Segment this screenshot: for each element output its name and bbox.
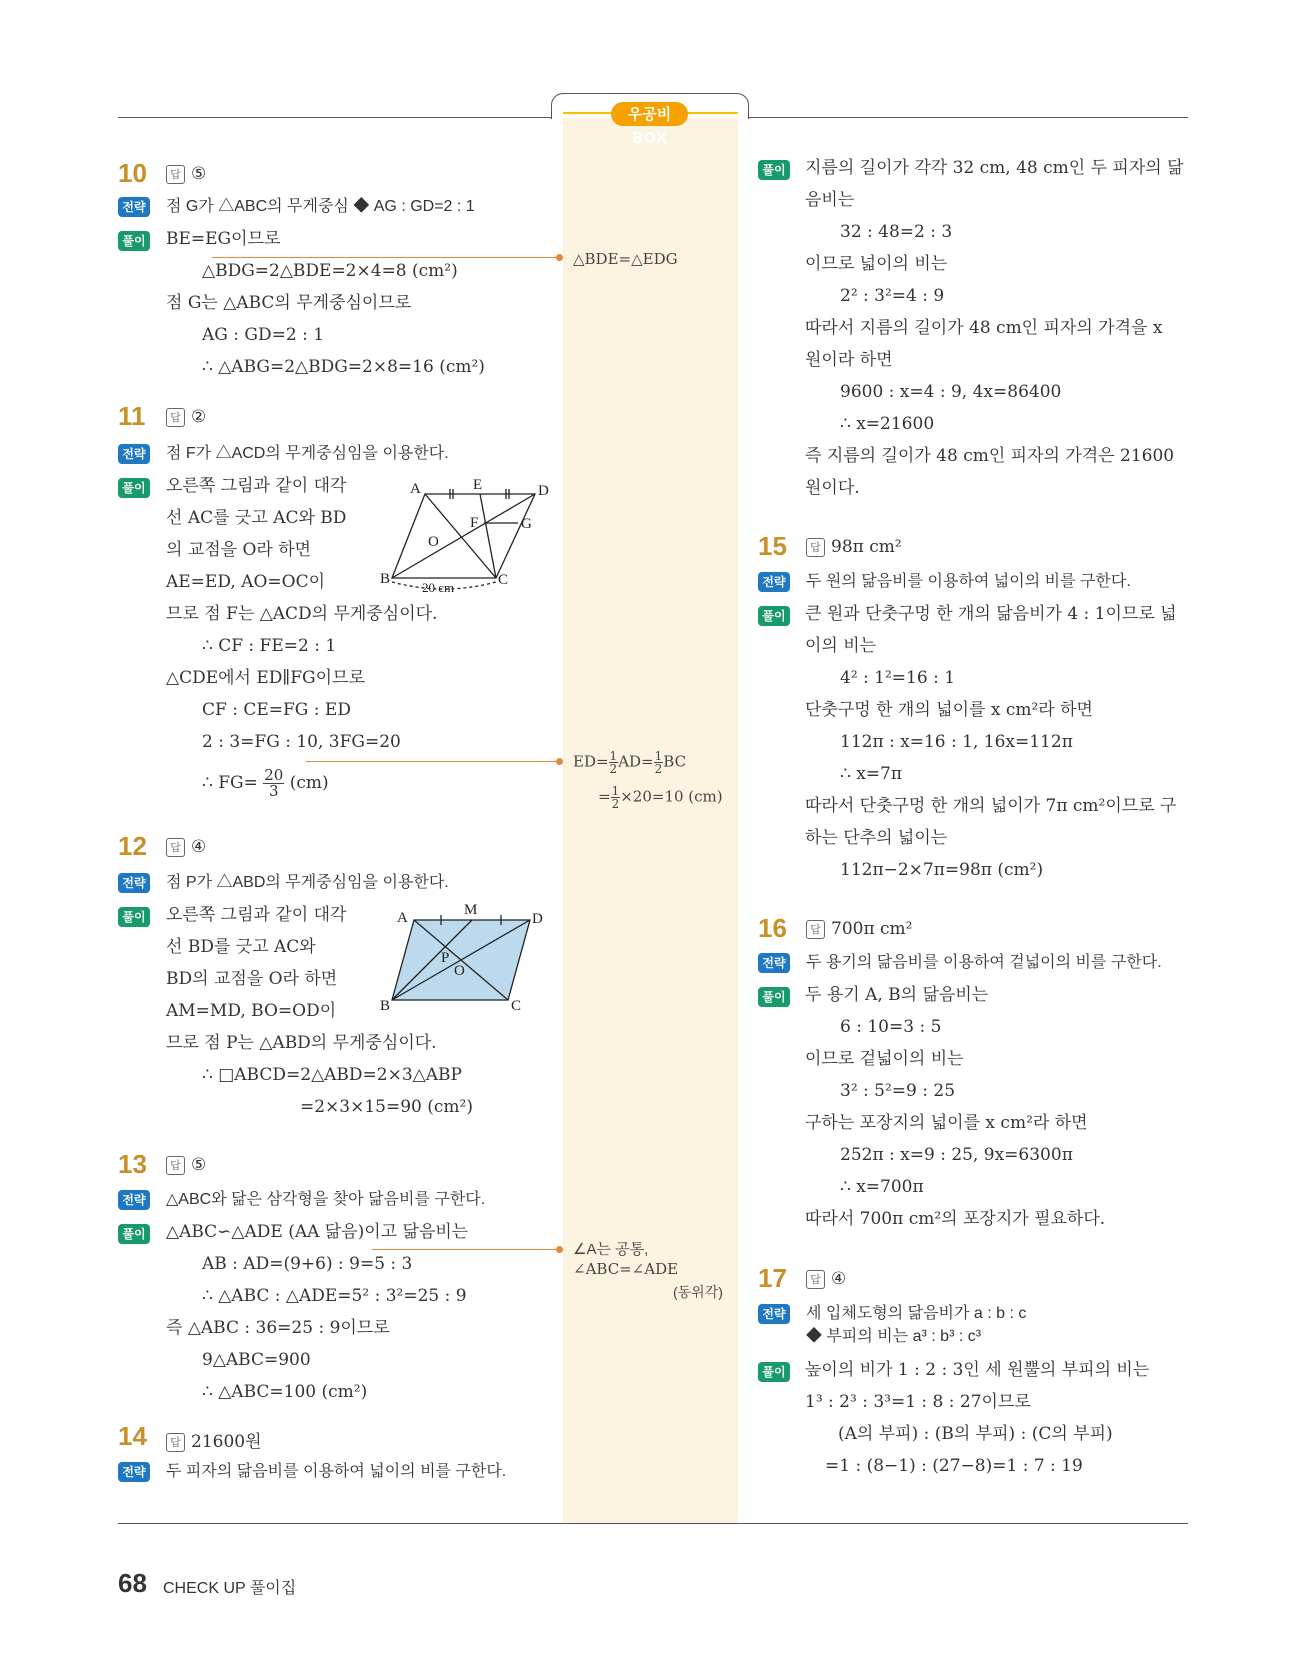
footer-rule — [118, 1523, 1188, 1524]
fraction-numerator: 1 — [654, 749, 663, 763]
side-note-part: ×20=10 (cm) — [620, 787, 723, 806]
solution-line: 구하는 포장지의 넓이를 x cm²라 하면 — [805, 1113, 1088, 1133]
solution-line: AM=MD, BO=OD이 — [166, 1001, 337, 1021]
solution-line: 이의 비는 — [805, 636, 877, 656]
solution-line: 선 BD를 긋고 AC와 — [166, 937, 316, 957]
connector-dot — [556, 254, 563, 261]
label-p: P — [441, 950, 450, 966]
solution-line: AB : AD=(9+6) : 9=5 : 3 — [202, 1254, 413, 1274]
strategy-text: 점 G가 △ABC의 무게중심 ◆ AG : GD=2 : 1 — [166, 198, 475, 215]
answer-icon: 답 — [166, 1156, 185, 1175]
answer — [166, 837, 206, 857]
solution-badge: 풀이 — [118, 231, 150, 251]
segment-ce — [480, 494, 496, 578]
label-f: F — [470, 515, 479, 531]
answer — [806, 1269, 846, 1289]
solution-line: 므로 점 P는 △ABD의 무게중심이다. — [166, 1033, 437, 1053]
strategy-text: 두 피자의 닮음비를 이용하여 넓이의 비를 구한다. — [166, 1463, 507, 1480]
strategy-text: 점 P가 △ABD의 무게중심임을 이용한다. — [166, 874, 449, 891]
answer — [166, 1155, 206, 1175]
solution-line: 3² : 5²=9 : 25 — [840, 1081, 956, 1101]
question-number: 14 — [118, 1421, 147, 1451]
fraction-lead: ∴ FG= — [202, 773, 258, 793]
side-note — [573, 750, 686, 775]
header-rule-right — [747, 117, 1188, 118]
solution-line: 이므로 넓이의 비는 — [805, 254, 948, 274]
box-logo: 우공비 BOX — [611, 102, 688, 126]
solution-line: ∴ x=700π — [840, 1177, 924, 1197]
side-note-part: ED= — [573, 752, 609, 771]
solution-line — [202, 768, 329, 799]
parallelogram-figure-11 — [380, 478, 550, 603]
answer — [806, 919, 912, 939]
label-e: E — [473, 478, 483, 493]
solution-line: 즉 지름의 길이가 48 cm인 피자의 가격은 21600 — [805, 446, 1175, 466]
strategy-badge: 전략 — [118, 1190, 150, 1210]
solution-badge: 풀이 — [758, 1362, 790, 1382]
solution-line: ∴ △ABG=2△BDG=2×8=16 (cm²) — [202, 357, 485, 377]
solution-line: AG : GD=2 : 1 — [202, 325, 325, 345]
solution-line: (A의 부피) : (B의 부피) : (C의 부피) — [838, 1424, 1113, 1444]
question-number: 17 — [758, 1263, 787, 1293]
solution-line: 112π−2×7π=98π (cm²) — [840, 860, 1044, 880]
fraction-denominator: 2 — [611, 797, 620, 811]
answer — [166, 1427, 262, 1452]
strategy-text: 점 F가 △ACD의 무게중심임을 이용한다. — [166, 445, 449, 462]
solution-line: ∴ CF : FE=2 : 1 — [202, 636, 337, 656]
diagonal-bd — [392, 494, 535, 578]
fraction-denominator: 2 — [609, 762, 618, 776]
solution-line: 32 : 48=2 : 3 — [840, 222, 953, 242]
solution-line: 따라서 700π cm²의 포장지가 필요하다. — [805, 1209, 1106, 1229]
solution-line: ∴ □ABCD=2△ABD=2×3△ABP — [202, 1065, 462, 1085]
strategy-badge: 전략 — [118, 873, 150, 893]
label-o: O — [454, 963, 465, 979]
answer-value: ④ — [191, 837, 207, 857]
side-note-connector — [212, 257, 563, 258]
solution-line: 점 G는 △ABC의 무게중심이므로 — [166, 293, 412, 313]
question-number: 12 — [118, 831, 147, 861]
label-g: G — [521, 516, 532, 532]
strategy-text: 두 용기의 닮음비를 이용하여 겉넓이의 비를 구한다. — [806, 954, 1162, 971]
answer-value: 98π cm² — [831, 537, 902, 557]
answer-value: ⑤ — [191, 164, 207, 184]
solution-line: 112π : x=16 : 1, 16x=112π — [840, 732, 1073, 752]
strategy-badge: 전략 — [118, 197, 150, 217]
solution-line: ∴ x=7π — [840, 764, 903, 784]
side-note: (동위각) — [673, 1284, 723, 1300]
label-d: D — [538, 483, 549, 499]
solution-line: =1 : (8−1) : (27−8)=1 : 7 : 19 — [825, 1456, 1083, 1476]
fraction-unit: (cm) — [289, 773, 329, 793]
question-number: 13 — [118, 1149, 147, 1179]
side-column — [563, 118, 738, 1523]
strategy-text: 세 입체도형의 닮음비가 a : b : c — [806, 1305, 1027, 1322]
answer-icon: 답 — [166, 408, 185, 427]
solution-line: 6 : 10=3 : 5 — [840, 1017, 942, 1037]
side-note — [598, 785, 723, 810]
label-a: A — [410, 481, 421, 497]
solution-line: △BDG=2△BDE=2×4=8 (cm²) — [202, 261, 458, 281]
solution-line: 1³ : 2³ : 3³=1 : 8 : 27이므로 — [805, 1392, 1031, 1412]
label-b: B — [380, 571, 391, 587]
answer-value: 21600원 — [191, 1432, 262, 1452]
label-b: B — [380, 998, 391, 1014]
side-note: ∠ABC=∠ADE — [573, 1260, 679, 1278]
label-a: A — [397, 910, 408, 926]
label-c: C — [511, 998, 522, 1014]
solution-line: 원이다. — [805, 478, 860, 498]
side-note: △BDE=△EDG — [573, 250, 678, 268]
solution-line: ∴ x=21600 — [840, 414, 935, 434]
fraction — [611, 785, 621, 810]
solution-line: 오른쪽 그림과 같이 대각 — [166, 905, 347, 925]
solution-line: 하는 단추의 넓이는 — [805, 828, 948, 848]
solution-line: 따라서 지름의 길이가 48 cm인 피자의 가격을 x — [805, 318, 1163, 338]
solution-badge: 풀이 — [118, 1224, 150, 1244]
fraction-numerator: 20 — [264, 766, 284, 784]
strategy-text: 두 원의 닮음비를 이용하여 넓이의 비를 구한다. — [806, 573, 1131, 590]
solution-line: 므로 점 F는 △ACD의 무게중심이다. — [166, 604, 438, 624]
strategy-badge: 전략 — [758, 1304, 790, 1324]
solution-line: =2×3×15=90 (cm²) — [300, 1097, 473, 1117]
question-number: 10 — [118, 158, 147, 188]
solution-line: BD의 교점을 O라 하면 — [166, 969, 338, 989]
fraction-numerator: 1 — [609, 749, 618, 763]
solution-line: 9600 : x=4 : 9, 4x=86400 — [840, 382, 1062, 402]
solution-line: 252π : x=9 : 25, 9x=6300π — [840, 1145, 1073, 1165]
answer — [806, 537, 902, 557]
solution-line: 즉 △ABC : 36=25 : 9이므로 — [166, 1318, 390, 1338]
strategy-badge: 전략 — [118, 444, 150, 464]
solution-line: 2 : 3=FG : 10, 3FG=20 — [202, 732, 401, 752]
solution-line: AE=ED, AO=OC이 — [166, 572, 325, 592]
connector-dot — [556, 1246, 563, 1253]
solution-line: △ABC∽△ADE (AA 닮음)이고 닮음비는 — [166, 1222, 469, 1242]
solution-line: 음비는 — [805, 190, 855, 210]
solution-line: 4² : 1²=16 : 1 — [840, 668, 956, 688]
solution-line: 선 AC를 긋고 AC와 BD — [166, 508, 347, 528]
fraction — [263, 768, 284, 799]
answer — [166, 407, 206, 427]
solution-line: △CDE에서 ED∥FG이므로 — [166, 668, 365, 688]
side-note-part: AD= — [618, 752, 654, 771]
answer-icon: 답 — [166, 838, 185, 857]
solution-line: 큰 원과 단춧구멍 한 개의 닮음비가 4 : 1이므로 넓 — [805, 604, 1177, 624]
solution-line: 오른쪽 그림과 같이 대각 — [166, 476, 347, 496]
solution-line: CF : CE=FG : ED — [202, 700, 351, 720]
label-length: 20 cm — [422, 580, 455, 595]
solution-badge: 풀이 — [758, 987, 790, 1007]
answer-icon: 답 — [806, 538, 825, 557]
strategy-text: △ABC와 닮은 삼각형을 찾아 닮음비를 구한다. — [166, 1191, 486, 1208]
question-number: 15 — [758, 531, 787, 561]
label-d: D — [532, 911, 543, 927]
answer-icon: 답 — [806, 1270, 825, 1289]
side-note-connector — [306, 761, 563, 762]
answer-value: ② — [191, 407, 207, 427]
solution-line: 이므로 겉넓이의 비는 — [805, 1049, 964, 1069]
fraction-denominator: 2 — [654, 762, 663, 776]
answer-value: ⑤ — [191, 1155, 207, 1175]
solution-badge: 풀이 — [758, 160, 790, 180]
parallelogram-figure-12 — [378, 900, 550, 1018]
solution-line: BE=EG이므로 — [166, 229, 281, 249]
fraction — [609, 750, 619, 775]
answer-icon: 답 — [806, 920, 825, 939]
solution-line: 두 용기 A, B의 닮음비는 — [805, 985, 989, 1005]
fraction-numerator: 1 — [611, 784, 620, 798]
side-note-part: = — [598, 787, 611, 806]
fraction — [654, 750, 664, 775]
solution-line: ∴ △ABC=100 (cm²) — [202, 1382, 368, 1402]
label-m: M — [464, 902, 478, 918]
side-note: ∠A는 공통, — [573, 1241, 649, 1258]
answer — [166, 164, 206, 184]
question-number: 16 — [758, 913, 787, 943]
solution-badge: 풀이 — [118, 907, 150, 927]
question-number: 11 — [118, 401, 146, 431]
strategy-badge: 전략 — [118, 1462, 150, 1482]
header-rule-left — [118, 117, 552, 118]
label-o: O — [428, 534, 439, 550]
strategy-text: ◆ 부피의 비는 a³ : b³ : c³ — [806, 1328, 982, 1345]
solution-line: 2² : 3²=4 : 9 — [840, 286, 945, 306]
solution-line: 9△ABC=900 — [202, 1350, 311, 1370]
answer-value: ④ — [831, 1269, 847, 1289]
solution-line: 따라서 단춧구멍 한 개의 넓이가 7π cm²이므로 구 — [805, 796, 1177, 816]
solution-line: 지름의 길이가 각각 32 cm, 48 cm인 두 피자의 닮 — [805, 158, 1184, 178]
solution-badge: 풀이 — [118, 478, 150, 498]
side-note-connector — [372, 1249, 563, 1250]
solution-badge: 풀이 — [758, 606, 790, 626]
solution-line: 의 교점을 O라 하면 — [166, 540, 312, 560]
answer-icon: 답 — [166, 1433, 185, 1452]
label-c: C — [498, 572, 509, 588]
solution-line: 원이라 하면 — [805, 350, 893, 370]
fraction-denominator: 3 — [269, 782, 279, 800]
page-number: 68 — [118, 1568, 147, 1598]
solution-line: ∴ △ABC : △ADE=5² : 3²=25 : 9 — [202, 1286, 467, 1306]
solution-line: 높이의 비가 1 : 2 : 3인 세 원뿔의 부피의 비는 — [805, 1360, 1150, 1380]
strategy-badge: 전략 — [758, 953, 790, 973]
side-note-part: BC — [663, 752, 687, 771]
footer-title: CHECK UP 풀이집 — [163, 1580, 297, 1597]
connector-dot — [556, 758, 563, 765]
answer-icon: 답 — [166, 165, 185, 184]
strategy-badge: 전략 — [758, 572, 790, 592]
solution-line: 단춧구멍 한 개의 넓이를 x cm²라 하면 — [805, 700, 1093, 720]
answer-value: 700π cm² — [831, 919, 913, 939]
